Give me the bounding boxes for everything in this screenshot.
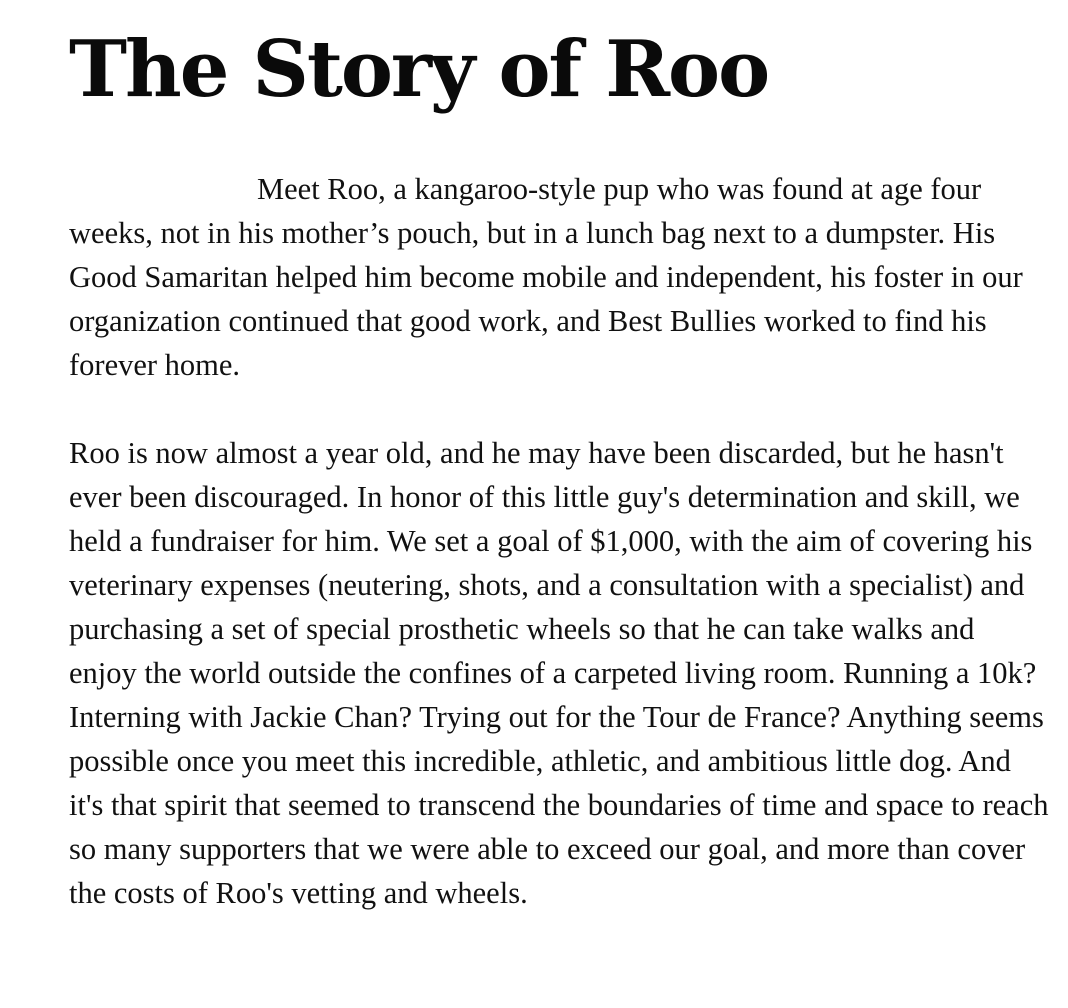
article-body <box>69 167 1049 959</box>
page-title: The Story of Roo <box>69 24 769 115</box>
paragraph-intro: Meet Roo, a kangaroo-style pup who was found at age four weeks, not in his mother’s pouch, but in a lunch bag next to a dumpster. His Good Samaritan helped him become mobile and independent, his foster in our organization continued that good work, and Best Bullies worked to find his forever home. <box>69 172 1023 382</box>
paragraph-fundraiser: Roo is now almost a year old, and he may have been discarded, but he hasn't ever been discouraged. In honor of this little guy's determination and skill, we held a fundraiser for him. We set a goal of $1,000, with the aim of covering his veterinary expenses (neutering, shots, and a consultation with a specialist) and purchasing a set of special prosthetic wheels so that he can take walks and enjoy the world outside the confines of a carpeted living room. Running a 10k? Interning with Jackie Chan? Trying out for the Tour de France? Anything seems possible once you meet this incredible, athletic, and ambitious little dog. And it's that spirit that seemed to transcend the boundaries of time and space to reach so many supporters that we were able to exceed our goal, and more than cover the costs of Roo's vetting and wheels. <box>69 436 1049 910</box>
